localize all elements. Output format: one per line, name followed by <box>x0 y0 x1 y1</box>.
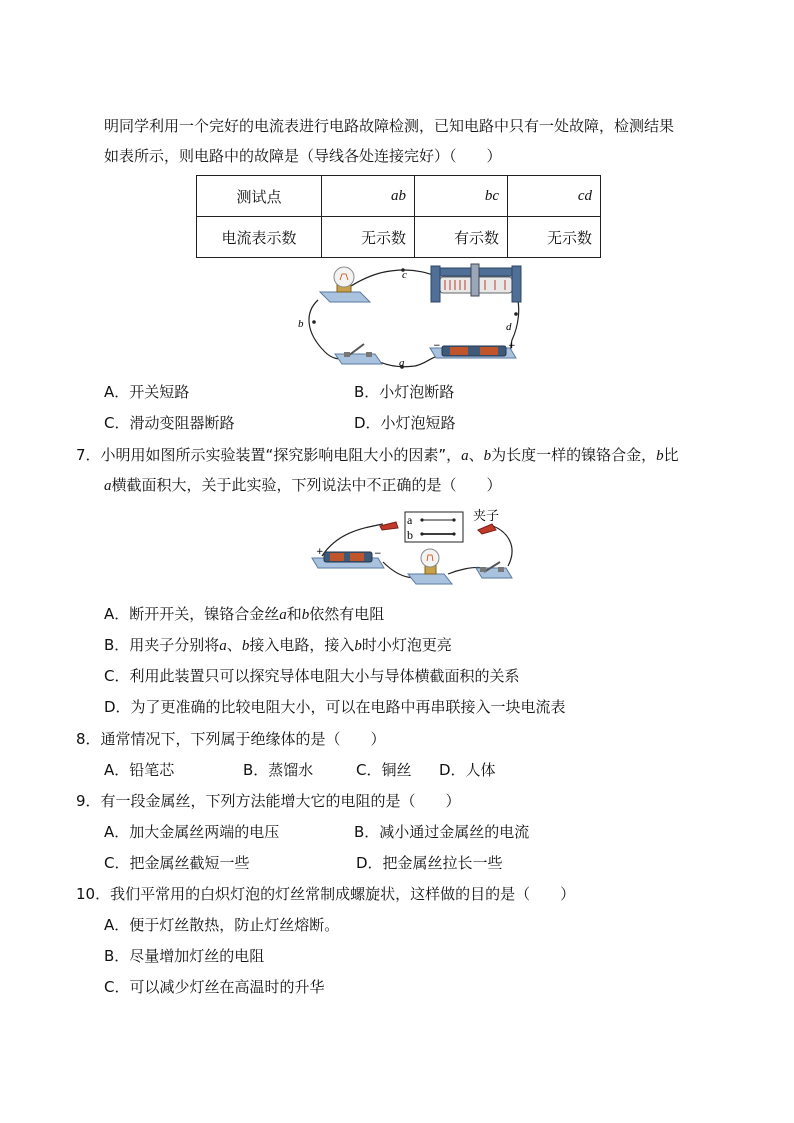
q7-stem-text: 、 <box>468 446 484 464</box>
option-text: 时小灯泡更亮 <box>361 636 452 654</box>
wire-label-b: b <box>407 528 413 542</box>
q7-option-c: C．利用此装置只可以探究导体电阻大小与导体横截面积的关系 <box>104 667 520 685</box>
rheostat-icon <box>431 264 521 302</box>
q7-stem-text: 比 <box>663 446 679 464</box>
q7-option-b <box>104 635 452 656</box>
var-b: b <box>656 448 664 464</box>
label-c: c <box>402 269 407 281</box>
q7-stem-text: 7．小明用如图所示实验装置“探究影响电阻大小的因素”， <box>76 446 462 464</box>
q10-option-b: B．尽量增加灯丝的电阻 <box>104 947 265 965</box>
q8-option-b: B．蒸馏水 <box>243 761 314 779</box>
option-text: 、 <box>226 636 242 654</box>
wire <box>309 300 345 359</box>
q9-option-c: C．把金属丝截短一些 <box>104 854 250 872</box>
table-header-cell: 测试点 <box>197 176 322 217</box>
q7-option-a <box>104 604 384 625</box>
battery-minus: − <box>433 341 441 351</box>
label-a: a <box>399 357 405 369</box>
option-text: 接入电路，接入 <box>249 636 355 654</box>
node-dot <box>312 320 316 324</box>
q6-option-c: C．滑动变阻器断路 <box>104 414 235 432</box>
q6-stem-line1: 明同学利用一个完好的电流表进行电路故障检测，已知电路中只有一处故障，检测结果 <box>104 117 675 135</box>
label-b: b <box>298 318 304 330</box>
switch-icon <box>335 344 382 364</box>
q7-option-d: D．为了更准确的比较电阻大小，可以在电路中再串联接入一块电流表 <box>104 698 566 716</box>
table-header-cell: ab <box>322 176 415 217</box>
q6-test-table <box>196 175 601 258</box>
q10-option-c: C．可以减少灯丝在高温时的升华 <box>104 978 325 996</box>
battery-plus: + <box>316 547 324 557</box>
q10-stem: 10．我们平常用的白炽灯泡的灯丝常制成螺旋状，这样做的目的是（ ） <box>76 885 576 903</box>
q6-option-a: A．开关短路 <box>104 383 190 401</box>
q6-circuit-figure <box>290 262 530 374</box>
table-header-cell: bc <box>415 176 508 217</box>
left-clip-icon <box>380 522 398 530</box>
q6-option-d: D．小灯泡短路 <box>354 414 456 432</box>
wire <box>372 356 438 367</box>
wire <box>493 526 512 566</box>
label-d: d <box>506 321 512 333</box>
q8-option-d: D．人体 <box>439 761 496 779</box>
nichrome-board <box>405 512 463 542</box>
var-b: b <box>483 448 492 464</box>
q6-option-b: B．小灯泡断路 <box>354 383 455 401</box>
q8-stem: 8．通常情况下，下列属于绝缘体的是（ ） <box>76 730 386 748</box>
q7-stem-line2 <box>104 475 502 496</box>
q10-option-a: A．便于灯丝散热，防止灯丝熔断。 <box>104 916 340 934</box>
table-row <box>197 217 601 258</box>
clip-label: 夹子 <box>473 509 500 524</box>
q8-option-c: C．铜丝 <box>356 761 412 779</box>
option-text: B．用夹子分别将 <box>104 636 220 654</box>
table-cell: 有示数 <box>415 217 508 258</box>
q7-stem-line1 <box>76 445 679 466</box>
table-cell: 电流表示数 <box>197 217 322 258</box>
lamp-icon <box>408 549 452 584</box>
q9-option-d: D．把金属丝拉长一些 <box>356 854 503 872</box>
table-cell: 无示数 <box>322 217 415 258</box>
var-b: b <box>241 638 250 654</box>
var-b: b <box>354 638 362 654</box>
option-text: 和 <box>286 605 302 623</box>
q7-stem-text: 为长度一样的镍铬合金， <box>491 446 657 464</box>
q9-option-a: A．加大金属丝两端的电压 <box>104 823 280 841</box>
table-cell: 无示数 <box>508 217 601 258</box>
battery-icon <box>430 346 516 358</box>
var-a: a <box>219 638 227 654</box>
q7-stem-text: 横截面积大，关于此实验，下列说法中不正确的是（ ） <box>111 476 502 494</box>
option-text: 依然有电阻 <box>309 605 385 623</box>
var-a: a <box>461 448 469 464</box>
wire-label-a: a <box>407 513 413 527</box>
var-a: a <box>104 478 112 494</box>
option-text: A．断开开关，镍铬合金丝 <box>104 605 280 623</box>
q6-stem-line2: 如表所示，则电路中的故障是（导线各处连接完好）（ ） <box>104 147 502 165</box>
q7-apparatus-figure <box>308 502 518 588</box>
table-header-cell: cd <box>508 176 601 217</box>
var-b: b <box>301 607 310 623</box>
var-a: a <box>279 607 287 623</box>
wire <box>342 270 440 292</box>
q8-option-a: A．铅笔芯 <box>104 761 175 779</box>
right-clip-icon <box>478 524 496 534</box>
battery-minus: − <box>374 549 382 559</box>
lamp-icon <box>320 267 370 302</box>
switch-icon <box>476 562 512 578</box>
q9-stem: 9．有一段金属丝，下列方法能增大它的电阻的是（ ） <box>76 792 461 810</box>
table-row <box>197 176 601 217</box>
node-dot <box>514 312 518 316</box>
q9-option-b: B．减小通过金属丝的电流 <box>354 823 530 841</box>
battery-plus: + <box>508 341 516 351</box>
